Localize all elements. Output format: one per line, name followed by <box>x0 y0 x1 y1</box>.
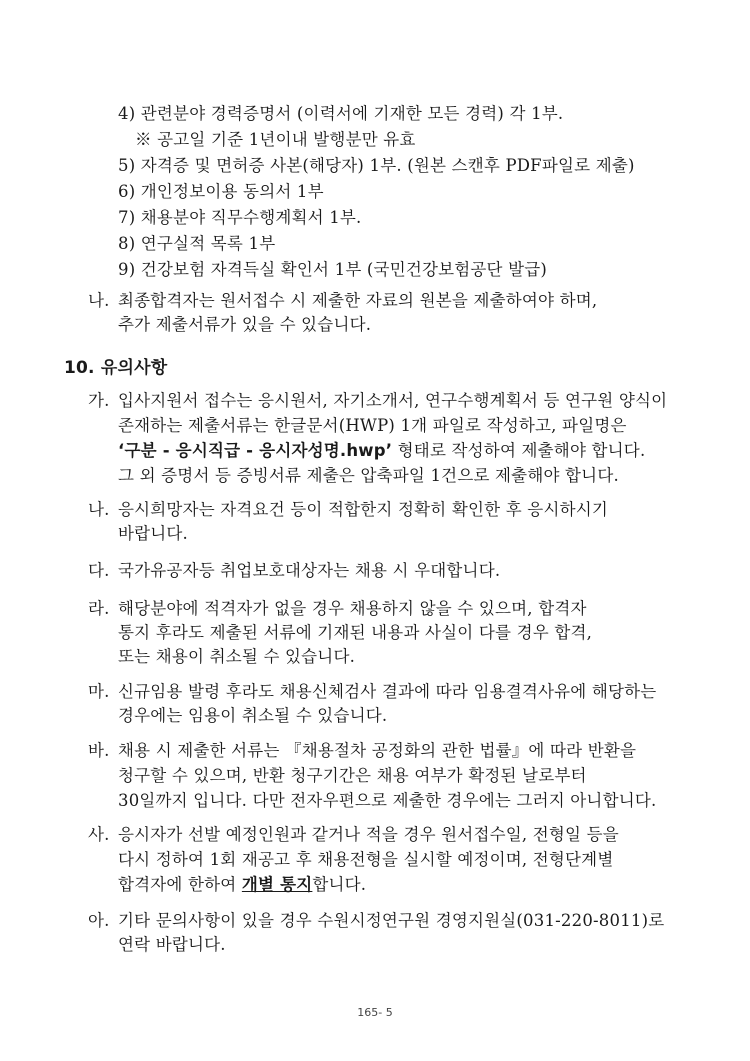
individual-notice-emphasis: 개별 통지 <box>241 875 313 894</box>
doc-item-5: 5) 자격증 및 면허증 사본(해당자) 1부. (원본 스캔후 PDF파일로 제출) <box>118 156 635 175</box>
notice-sa-prefix: 합격자에 한하여 <box>118 875 242 894</box>
notice-ba-line-2: 청구할 수 있으며, 반환 청구기간은 채용 여부가 확정된 날로부터 <box>118 766 587 785</box>
filename-format: ‘구분 - 응시직급 - 응시자성명.hwp’ <box>118 441 393 460</box>
notice-sa-line-2: 다시 정하여 1회 재공고 후 채용전형을 실시할 예정이며, 전형단계별 <box>118 850 614 869</box>
notice-na-line-1: 응시희망자는 자격요건 등이 적합한지 정확히 확인한 후 응시하시기 <box>118 500 609 519</box>
item-marker-na2: 나. <box>88 500 110 519</box>
notice-ga-line-3 <box>118 440 645 462</box>
filename-format-suffix: 형태로 작성하여 제출해야 합니다. <box>392 441 646 460</box>
item-marker-sa: 사. <box>88 825 110 844</box>
doc-item-6: 6) 개인정보이용 동의서 1부 <box>118 182 324 201</box>
item-marker-ga: 가. <box>88 391 110 410</box>
notice-ga-line-2: 존재하는 제출서류는 한글문서(HWP) 1개 파일로 작성하고, 파일명은 <box>118 416 627 435</box>
doc-item-9: 9) 건강보험 자격득실 확인서 1부 (국민건강보험공단 발급) <box>118 260 548 279</box>
notice-sa-line-1: 응시자가 선발 예정인원과 같거나 적을 경우 원서접수일, 전형일 등을 <box>118 825 619 844</box>
original-docs-line-1: 최종합격자는 원서접수 시 제출한 자료의 원본을 제출하여야 하며, <box>118 291 598 310</box>
notice-ma-line-2: 경우에는 임용이 취소될 수 있습니다. <box>118 706 388 725</box>
original-docs-line-2: 추가 제출서류가 있을 수 있습니다. <box>118 315 372 334</box>
notice-sa-suffix: 합니다. <box>312 875 367 894</box>
doc-item-8: 8) 연구실적 목록 1부 <box>118 234 276 253</box>
notice-sa-line-3 <box>118 874 366 896</box>
notice-ra-line-2: 통지 후라도 제출된 서류에 기재된 내용과 사실이 다를 경우 합격, <box>118 623 593 642</box>
item-marker-ma: 마. <box>88 682 110 701</box>
doc-item-4: 4) 관련분야 경력증명서 (이력서에 기재한 모든 경력) 각 1부. <box>118 104 564 123</box>
item-marker-ra: 라. <box>88 599 110 618</box>
item-marker-ba: 바. <box>88 741 110 760</box>
notice-ra-line-1: 해당분야에 적격자가 없을 경우 채용하지 않을 수 있으며, 합격자 <box>118 599 587 618</box>
item-marker-da: 다. <box>88 561 110 580</box>
item-marker-a: 아. <box>88 911 110 930</box>
notice-ma-line-1: 신규임용 발령 후라도 채용신체검사 결과에 따라 임용결격사유에 해당하는 <box>118 682 657 701</box>
notice-ga-line-1: 입사지원서 접수는 응시원서, 자기소개서, 연구수행계획서 등 연구원 양식이 <box>118 391 668 410</box>
notice-ga-line-4: 그 외 증명서 등 증빙서류 제출은 압축파일 1건으로 제출해야 합니다. <box>118 466 619 485</box>
item-marker-na: 나. <box>88 291 110 310</box>
doc-note-validity: ※ 공고일 기준 1년이내 발행분만 유효 <box>135 130 416 149</box>
notice-na-line-2: 바랍니다. <box>118 524 189 543</box>
doc-item-7: 7) 채용분야 직무수행계획서 1부. <box>118 208 362 227</box>
notice-ra-line-3: 또는 채용이 취소될 수 있습니다. <box>118 647 356 666</box>
notice-da-line-1: 국가유공자등 취업보호대상자는 채용 시 우대합니다. <box>118 561 501 580</box>
section-heading: 10. 유의사항 <box>64 358 168 378</box>
notice-ba-line-3: 30일까지 입니다. 다만 전자우편으로 제출한 경우에는 그러지 아니합니다. <box>118 791 657 810</box>
notice-a-line-1: 기타 문의사항이 있을 경우 수원시정연구원 경영지원실(031-220-8011)로 <box>118 911 665 930</box>
notice-ba-line-1: 채용 시 제출한 서류는 『채용절차 공정화의 관한 법률』에 따라 반환을 <box>118 741 637 760</box>
page-number: 165- 5 <box>357 1006 393 1019</box>
notice-a-line-2: 연락 바랍니다. <box>118 935 226 954</box>
